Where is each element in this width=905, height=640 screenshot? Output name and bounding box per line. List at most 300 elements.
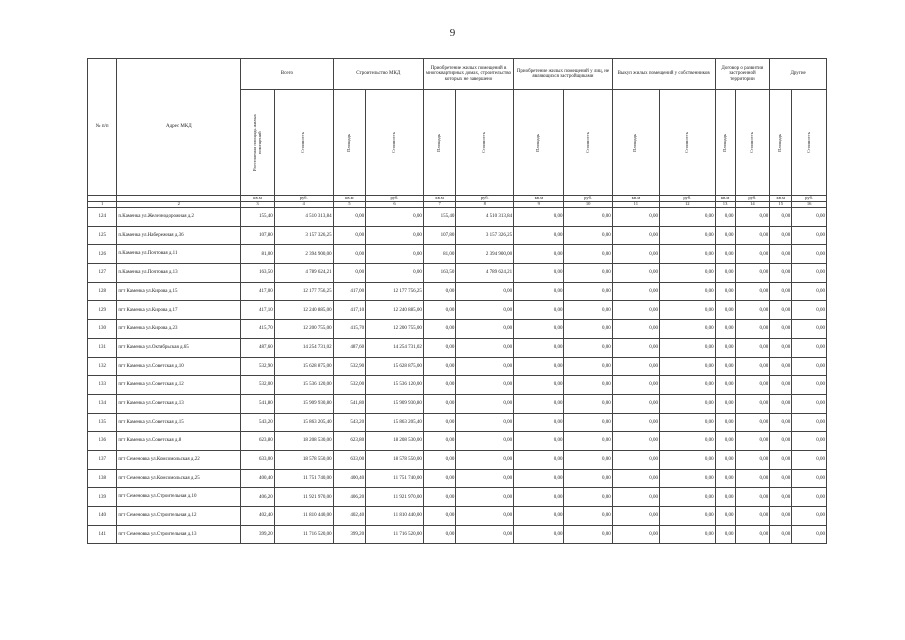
value-cell: 0,00 <box>612 320 659 339</box>
value-cell: 0,00 <box>423 432 456 451</box>
value-cell: 0,00 <box>514 245 564 264</box>
value-cell: 0,00 <box>792 394 827 413</box>
value-cell: 4 510 313,84 <box>274 208 333 227</box>
value-cell: 0,00 <box>612 469 659 488</box>
value-cell: 81,00 <box>241 245 275 264</box>
value-cell: 0,00 <box>659 394 715 413</box>
value-cell: 0,00 <box>659 525 715 544</box>
unit-area: кв.м <box>423 196 456 202</box>
value-cell: 402,40 <box>241 507 275 526</box>
value-cell: 15 863 205,40 <box>366 413 424 432</box>
value-cell: 0,00 <box>735 320 770 339</box>
row-number: 137 <box>88 450 117 469</box>
value-cell: 0,00 <box>659 338 715 357</box>
value-cell: 400,40 <box>241 469 275 488</box>
value-cell: 0,00 <box>514 507 564 526</box>
value-cell: 0,00 <box>366 226 424 245</box>
value-cell: 0,00 <box>770 226 792 245</box>
value-cell: 487,60 <box>333 338 366 357</box>
value-cell: 0,00 <box>735 394 770 413</box>
value-cell: 15 536 120,00 <box>366 376 424 395</box>
value-cell: 11 751 740,00 <box>366 469 424 488</box>
unit-rub: руб. <box>274 196 333 202</box>
value-cell: 0,00 <box>612 264 659 283</box>
value-cell: 0,00 <box>564 245 612 264</box>
value-cell: 0,00 <box>792 507 827 526</box>
value-cell: 0,00 <box>735 226 770 245</box>
header-other: Другие <box>770 59 827 90</box>
value-cell: 12 177 756,25 <box>366 282 424 301</box>
value-cell: 0,00 <box>770 394 792 413</box>
value-cell: 0,00 <box>514 525 564 544</box>
value-cell: 12 200 755,00 <box>274 320 333 339</box>
value-cell: 0,00 <box>792 208 827 227</box>
value-cell: 0,00 <box>735 245 770 264</box>
unit-rub: руб. <box>366 196 424 202</box>
value-cell: 0,00 <box>715 245 735 264</box>
value-cell: 0,00 <box>735 413 770 432</box>
value-cell: 0,00 <box>423 357 456 376</box>
table-row <box>88 282 827 301</box>
address-cell: пгт Семеновка ул.Строительная д.13 <box>117 525 241 544</box>
value-cell: 0,00 <box>770 264 792 283</box>
value-cell: 0,00 <box>456 338 514 357</box>
value-cell: 11 716 520,00 <box>366 525 424 544</box>
value-cell: 0,00 <box>514 413 564 432</box>
column-number: 6 <box>366 202 424 208</box>
value-cell: 0,00 <box>659 507 715 526</box>
column-number: 7 <box>423 202 456 208</box>
row-number: 131 <box>88 338 117 357</box>
value-cell: 12 177 756,25 <box>274 282 333 301</box>
value-cell: 0,00 <box>423 320 456 339</box>
value-cell: 0,00 <box>456 469 514 488</box>
row-number: 128 <box>88 282 117 301</box>
value-cell: 107,80 <box>423 226 456 245</box>
value-cell: 0,00 <box>564 450 612 469</box>
value-cell: 0,00 <box>333 226 366 245</box>
value-cell: 0,00 <box>514 301 564 320</box>
value-cell: 3 157 326,25 <box>456 226 514 245</box>
value-cell: 12 240 885,00 <box>274 301 333 320</box>
value-cell: 0,00 <box>715 450 735 469</box>
value-cell: 541,80 <box>241 394 275 413</box>
subheader-area-resettled: Расселяемая площадь жилых помещений <box>251 114 262 171</box>
value-cell: 0,00 <box>792 301 827 320</box>
value-cell: 0,00 <box>564 357 612 376</box>
value-cell: 0,00 <box>792 264 827 283</box>
address-cell: пгт Каменка ул.Кирова д.23 <box>117 320 241 339</box>
value-cell: 0,00 <box>792 376 827 395</box>
value-cell: 0,00 <box>564 338 612 357</box>
value-cell: 0,00 <box>514 338 564 357</box>
row-number: 139 <box>88 488 117 507</box>
value-cell: 0,00 <box>423 338 456 357</box>
address-cell: пгт Каменка ул.Кирова д.17 <box>117 301 241 320</box>
table-row <box>88 469 827 488</box>
value-cell: 400,40 <box>333 469 366 488</box>
value-cell: 0,00 <box>792 432 827 451</box>
subheader-area: Площадь <box>436 133 442 152</box>
value-cell: 0,00 <box>715 357 735 376</box>
row-number: 126 <box>88 245 117 264</box>
subheader-cost: Стоимость <box>391 131 397 154</box>
value-cell: 2 394 900,00 <box>274 245 333 264</box>
value-cell: 0,00 <box>456 282 514 301</box>
value-cell: 0,00 <box>564 413 612 432</box>
header-purchase-from-owners: Выкуп жилых помещений у собственников <box>612 59 715 90</box>
value-cell: 0,00 <box>333 245 366 264</box>
value-cell: 0,00 <box>514 394 564 413</box>
value-cell: 0,00 <box>792 469 827 488</box>
value-cell: 0,00 <box>659 208 715 227</box>
address-cell: пгт Каменка ул.Советская д.8 <box>117 432 241 451</box>
value-cell: 0,00 <box>792 338 827 357</box>
value-cell: 0,00 <box>564 320 612 339</box>
row-number: 141 <box>88 525 117 544</box>
value-cell: 0,00 <box>659 245 715 264</box>
value-cell: 4 789 624,21 <box>274 264 333 283</box>
value-cell: 15 536 120,00 <box>274 376 333 395</box>
header-address: Адрес МКД <box>117 59 241 196</box>
unit-rub: руб. <box>792 196 827 202</box>
address-cell: п.Каменка ул.Железнодорожная д.2 <box>117 208 241 227</box>
value-cell: 0,00 <box>514 226 564 245</box>
value-cell: 0,00 <box>456 301 514 320</box>
value-cell: 0,00 <box>423 507 456 526</box>
table-row <box>88 245 827 264</box>
value-cell: 402,40 <box>333 507 366 526</box>
value-cell: 0,00 <box>423 413 456 432</box>
value-cell: 0,00 <box>514 376 564 395</box>
value-cell: 0,00 <box>514 488 564 507</box>
table-row <box>88 488 827 507</box>
row-number: 130 <box>88 320 117 339</box>
value-cell: 0,00 <box>735 507 770 526</box>
table-row <box>88 394 827 413</box>
value-cell: 0,00 <box>612 525 659 544</box>
value-cell: 0,00 <box>659 320 715 339</box>
address-cell: пгт Семеновка ул.Комсомольская д.25 <box>117 469 241 488</box>
value-cell: 0,00 <box>659 376 715 395</box>
value-cell: 0,00 <box>612 394 659 413</box>
unit-area: кв.м <box>612 196 659 202</box>
value-cell: 0,00 <box>366 208 424 227</box>
value-cell: 0,00 <box>612 413 659 432</box>
value-cell: 12 240 885,00 <box>366 301 424 320</box>
table-row <box>88 338 827 357</box>
table-body <box>88 208 827 544</box>
value-cell: 0,00 <box>659 469 715 488</box>
value-cell: 4 510 313,84 <box>456 208 514 227</box>
subheader-area: Площадь <box>632 133 638 152</box>
value-cell: 0,00 <box>735 450 770 469</box>
value-cell: 0,00 <box>792 245 827 264</box>
unit-area: кв.м <box>715 196 735 202</box>
value-cell: 0,00 <box>456 432 514 451</box>
value-cell: 415,70 <box>241 320 275 339</box>
value-cell: 532,90 <box>333 357 366 376</box>
subheader-cost: Стоимость <box>584 131 590 154</box>
value-cell: 0,00 <box>715 208 735 227</box>
page-number: 9 <box>449 27 456 39</box>
table-row <box>88 376 827 395</box>
value-cell: 14 254 731,02 <box>274 338 333 357</box>
subheader-area: Площадь <box>777 133 783 152</box>
value-cell: 0,00 <box>514 450 564 469</box>
address-cell: пгт Каменка ул.Кирова д.15 <box>117 282 241 301</box>
value-cell: 0,00 <box>735 376 770 395</box>
value-cell: 107,80 <box>241 226 275 245</box>
value-cell: 155,40 <box>241 208 275 227</box>
value-cell: 0,00 <box>792 320 827 339</box>
value-cell: 0,00 <box>715 394 735 413</box>
value-cell: 0,00 <box>612 282 659 301</box>
value-cell: 11 921 970,00 <box>366 488 424 507</box>
value-cell: 0,00 <box>770 301 792 320</box>
column-number: 8 <box>456 202 514 208</box>
value-cell: 0,00 <box>770 357 792 376</box>
unit-area: кв.м <box>241 196 275 202</box>
value-cell: 0,00 <box>770 282 792 301</box>
value-cell: 406,20 <box>333 488 366 507</box>
value-cell: 0,00 <box>792 413 827 432</box>
value-cell: 0,00 <box>612 450 659 469</box>
value-cell: 0,00 <box>715 507 735 526</box>
value-cell: 15 628 875,00 <box>274 357 333 376</box>
value-cell: 0,00 <box>770 320 792 339</box>
value-cell: 0,00 <box>564 432 612 451</box>
unit-rub: руб. <box>735 196 770 202</box>
value-cell: 417,00 <box>241 282 275 301</box>
value-cell: 0,00 <box>514 432 564 451</box>
value-cell: 406,20 <box>241 488 275 507</box>
value-cell: 0,00 <box>659 432 715 451</box>
row-number: 127 <box>88 264 117 283</box>
value-cell: 0,00 <box>423 301 456 320</box>
column-number: 10 <box>564 202 612 208</box>
value-cell: 15 863 205,40 <box>274 413 333 432</box>
table-row <box>88 432 827 451</box>
column-number: 1 <box>88 202 117 208</box>
value-cell: 0,00 <box>564 208 612 227</box>
value-cell: 0,00 <box>770 432 792 451</box>
value-cell: 0,00 <box>564 264 612 283</box>
unit-rub: руб. <box>659 196 715 202</box>
value-cell: 0,00 <box>514 469 564 488</box>
value-cell: 0,00 <box>564 301 612 320</box>
value-cell: 415,70 <box>333 320 366 339</box>
subheader-cost: Стоимость <box>300 131 306 154</box>
table-row <box>88 357 827 376</box>
value-cell: 532,00 <box>241 376 275 395</box>
value-cell: 163,50 <box>423 264 456 283</box>
value-cell: 81,00 <box>423 245 456 264</box>
value-cell: 0,00 <box>659 357 715 376</box>
column-number: 11 <box>612 202 659 208</box>
value-cell: 543,20 <box>333 413 366 432</box>
column-number: 2 <box>117 202 241 208</box>
value-cell: 0,00 <box>770 488 792 507</box>
value-cell: 0,00 <box>564 507 612 526</box>
value-cell: 0,00 <box>423 488 456 507</box>
value-cell: 0,00 <box>715 264 735 283</box>
value-cell: 0,00 <box>612 301 659 320</box>
table-row <box>88 320 827 339</box>
address-cell: пгт Каменка ул.Советская д.15 <box>117 413 241 432</box>
value-cell: 0,00 <box>456 507 514 526</box>
value-cell: 14 254 731,02 <box>366 338 424 357</box>
table-row <box>88 507 827 526</box>
value-cell: 0,00 <box>612 226 659 245</box>
value-cell: 0,00 <box>456 376 514 395</box>
value-cell: 0,00 <box>715 301 735 320</box>
header-construction: Строительство МКД <box>333 59 423 90</box>
value-cell: 0,00 <box>659 301 715 320</box>
value-cell: 633,00 <box>241 450 275 469</box>
value-cell: 0,00 <box>612 357 659 376</box>
address-cell: п.Каменка ул.Набережная д.36 <box>117 226 241 245</box>
table-row <box>88 450 827 469</box>
value-cell: 0,00 <box>715 226 735 245</box>
value-cell: 0,00 <box>423 394 456 413</box>
value-cell: 0,00 <box>792 450 827 469</box>
subheader-cost: Стоимость <box>748 131 754 154</box>
value-cell: 0,00 <box>770 469 792 488</box>
value-cell: 0,00 <box>770 507 792 526</box>
row-number: 136 <box>88 432 117 451</box>
value-cell: 0,00 <box>612 338 659 357</box>
value-cell: 532,00 <box>333 376 366 395</box>
value-cell: 0,00 <box>735 357 770 376</box>
value-cell: 417,10 <box>241 301 275 320</box>
value-cell: 0,00 <box>770 338 792 357</box>
column-number: 3 <box>241 202 275 208</box>
value-cell: 0,00 <box>735 432 770 451</box>
unit-area: кв.м <box>770 196 792 202</box>
row-number: 125 <box>88 226 117 245</box>
value-cell: 0,00 <box>735 208 770 227</box>
value-cell: 0,00 <box>715 376 735 395</box>
column-number: 12 <box>659 202 715 208</box>
value-cell: 0,00 <box>423 469 456 488</box>
value-cell: 12 200 755,00 <box>366 320 424 339</box>
unit-area: кв.м <box>333 196 366 202</box>
value-cell: 623,80 <box>333 432 366 451</box>
column-number: 14 <box>735 202 770 208</box>
value-cell: 0,00 <box>564 376 612 395</box>
value-cell: 0,00 <box>514 264 564 283</box>
column-number: 15 <box>770 202 792 208</box>
value-cell: 0,00 <box>423 376 456 395</box>
value-cell: 18 578 550,00 <box>366 450 424 469</box>
row-number: 140 <box>88 507 117 526</box>
value-cell: 18 208 530,00 <box>274 432 333 451</box>
value-cell: 0,00 <box>715 469 735 488</box>
value-cell: 0,00 <box>366 264 424 283</box>
value-cell: 0,00 <box>715 432 735 451</box>
value-cell: 541,80 <box>333 394 366 413</box>
value-cell: 0,00 <box>735 338 770 357</box>
column-number: 13 <box>715 202 735 208</box>
value-cell: 0,00 <box>456 357 514 376</box>
value-cell: 0,00 <box>770 525 792 544</box>
value-cell: 0,00 <box>659 282 715 301</box>
value-cell: 163,50 <box>241 264 275 283</box>
value-cell: 0,00 <box>735 469 770 488</box>
value-cell: 11 751 740,00 <box>274 469 333 488</box>
table-row <box>88 413 827 432</box>
value-cell: 0,00 <box>612 245 659 264</box>
value-cell: 0,00 <box>735 301 770 320</box>
value-cell: 0,00 <box>612 488 659 507</box>
value-cell: 0,00 <box>792 525 827 544</box>
header-total: Всего <box>241 59 333 90</box>
value-cell: 0,00 <box>514 357 564 376</box>
value-cell: 0,00 <box>423 282 456 301</box>
value-cell: 417,10 <box>333 301 366 320</box>
column-number: 16 <box>792 202 827 208</box>
value-cell: 0,00 <box>735 488 770 507</box>
value-cell: 0,00 <box>735 525 770 544</box>
value-cell: 0,00 <box>715 320 735 339</box>
value-cell: 0,00 <box>612 208 659 227</box>
subheader-cost: Стоимость <box>481 131 487 154</box>
address-cell: пгт Семеновка ул.Строительная д.10 <box>117 488 241 507</box>
value-cell: 0,00 <box>659 488 715 507</box>
value-cell: 0,00 <box>659 450 715 469</box>
value-cell: 0,00 <box>715 338 735 357</box>
value-cell: 0,00 <box>423 525 456 544</box>
value-cell: 0,00 <box>423 450 456 469</box>
value-cell: 0,00 <box>456 413 514 432</box>
value-cell: 15 909 930,80 <box>366 394 424 413</box>
value-cell: 532,90 <box>241 357 275 376</box>
value-cell: 18 208 530,00 <box>366 432 424 451</box>
table-row <box>88 264 827 283</box>
value-cell: 155,40 <box>423 208 456 227</box>
subheader-cost: Стоимость <box>805 131 811 154</box>
column-number: 4 <box>274 202 333 208</box>
row-number: 133 <box>88 376 117 395</box>
value-cell: 0,00 <box>770 376 792 395</box>
address-cell: пгт Семеновка ул.Строительная д.12 <box>117 507 241 526</box>
value-cell: 4 789 624,21 <box>456 264 514 283</box>
value-cell: 0,00 <box>333 208 366 227</box>
address-cell: п.Каменка ул.Почтовая д.11 <box>117 245 241 264</box>
table-row <box>88 525 827 544</box>
value-cell: 0,00 <box>770 450 792 469</box>
value-cell: 0,00 <box>735 282 770 301</box>
value-cell: 11 810 440,00 <box>366 507 424 526</box>
value-cell: 0,00 <box>366 245 424 264</box>
resettlement-table <box>87 58 827 544</box>
value-cell: 399,20 <box>333 525 366 544</box>
value-cell: 0,00 <box>735 264 770 283</box>
value-cell: 11 921 970,00 <box>274 488 333 507</box>
unit-rub: руб. <box>456 196 514 202</box>
table-row <box>88 208 827 227</box>
value-cell: 0,00 <box>514 208 564 227</box>
value-cell: 487,60 <box>241 338 275 357</box>
row-number: 132 <box>88 357 117 376</box>
header-dev-agreement: Договор о развитии застроенной территории <box>715 59 770 90</box>
value-cell: 0,00 <box>456 450 514 469</box>
value-cell: 0,00 <box>564 282 612 301</box>
table-row <box>88 301 827 320</box>
subheader-area: Площадь <box>721 133 727 152</box>
row-number: 129 <box>88 301 117 320</box>
